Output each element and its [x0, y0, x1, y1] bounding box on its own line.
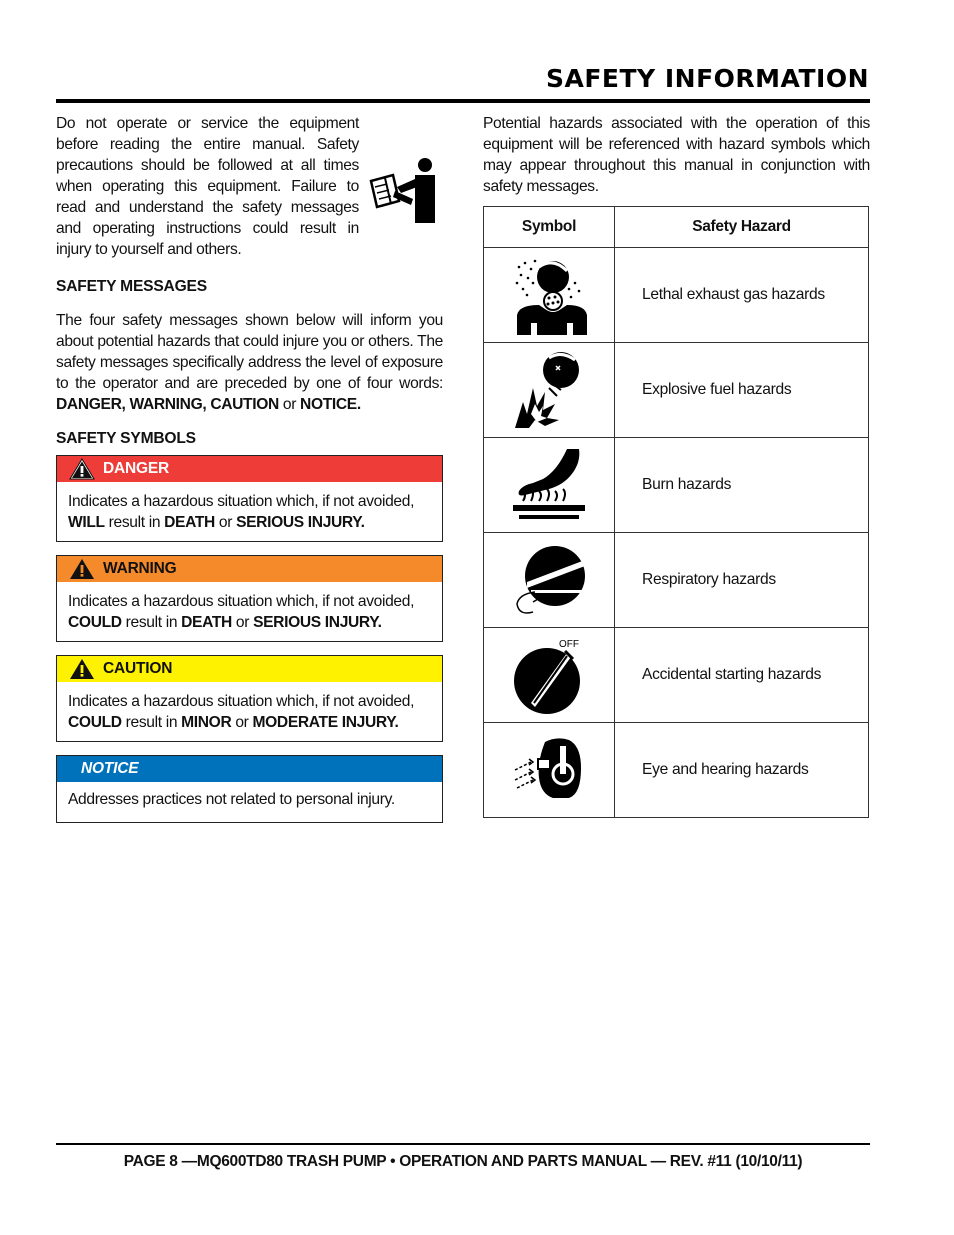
footer-divider [56, 1143, 870, 1145]
warning-word3: SERIOUS INJURY. [253, 614, 382, 631]
danger-mid2: or [214, 514, 237, 531]
hazards-intro-paragraph: Potential hazards associated with the operation of this equipment will be referenced with hazard symbols which may appear throughout this manual in conjunction with safety messages. [483, 115, 870, 195]
hazard-table [483, 206, 869, 818]
danger-text-pre: Indicates a hazardous situation which, if not avoided, [68, 493, 415, 510]
safety-messages-heading: SAFETY MESSAGES [56, 278, 207, 295]
danger-box [56, 455, 443, 542]
caution-word1: COULD [68, 714, 122, 731]
right-column [483, 113, 870, 818]
warning-box [56, 555, 443, 642]
intro-section [56, 113, 443, 260]
caution-mid2: or [231, 714, 253, 731]
symbol-cell [484, 438, 615, 533]
safety-words: DANGER, WARNING, CAUTION [56, 396, 279, 413]
col-hazard-header: Safety Hazard [615, 207, 869, 248]
hazard-label: Accidental starting hazards [615, 628, 869, 723]
safety-words-or: or [278, 396, 301, 413]
caution-text-pre: Indicates a hazardous situation which, if not avoided, [68, 693, 415, 710]
hazard-label: Respiratory hazards [615, 533, 869, 628]
hazard-table-header [484, 207, 869, 248]
notice-label: NOTICE [81, 760, 139, 777]
symbol-cell [484, 533, 615, 628]
danger-word3: SERIOUS INJURY. [236, 514, 365, 531]
safety-messages-paragraph [56, 310, 443, 415]
warning-text-pre: Indicates a hazardous situation which, if not avoided, [68, 593, 415, 610]
caution-word2: MINOR [181, 714, 232, 731]
notice-bar [57, 756, 442, 782]
alert-triangle-icon [69, 658, 95, 680]
caution-label: CAUTION [103, 660, 173, 677]
safety-word-notice: NOTICE. [300, 396, 361, 413]
danger-mid1: result in [104, 514, 165, 531]
alert-triangle-icon [69, 458, 95, 480]
hazard-label: Eye and hearing hazards [615, 723, 869, 818]
symbol-cell [484, 723, 615, 818]
warning-mid1: result in [121, 614, 182, 631]
table-row [484, 343, 869, 438]
table-row [484, 533, 869, 628]
page-footer: PAGE 8 —MQ600TD80 TRASH PUMP • OPERATION AND PARTS MANUAL — REV. #11 (10/10/11) [123, 1153, 803, 1170]
caution-box [56, 655, 443, 742]
table-row [484, 438, 869, 533]
warning-text [57, 582, 442, 641]
warning-word1: COULD [68, 614, 122, 631]
off-label: OFF [559, 639, 579, 650]
hazard-label: Lethal exhaust gas hazards [615, 248, 869, 343]
warning-mid2: or [231, 614, 254, 631]
danger-bar [57, 456, 442, 482]
caution-bar [57, 656, 442, 682]
explosion-icon [509, 348, 589, 432]
caution-text [57, 682, 442, 741]
left-column [56, 113, 443, 836]
eye-ear-protection-icon [509, 728, 589, 812]
caution-word3: MODERATE INJURY. [252, 714, 399, 731]
exhaust-gas-icon [509, 253, 589, 337]
danger-text [57, 482, 442, 541]
danger-label: DANGER [103, 460, 169, 477]
table-row [484, 628, 869, 723]
warning-label: WARNING [103, 560, 177, 577]
table-row [484, 248, 869, 343]
symbol-cell [484, 628, 615, 723]
warning-bar [57, 556, 442, 582]
caution-mid1: result in [121, 714, 182, 731]
warning-word2: DEATH [181, 614, 232, 631]
col-symbol-header: Symbol [484, 207, 615, 248]
intro-paragraph: Do not operate or service the equipment before reading the entire manual. Safety precautions should be followed at all times when operating this equipment. Failure to read and understand the safety messages and operating instructions could result in injury to yourself and others. [56, 115, 359, 258]
hazard-label: Burn hazards [615, 438, 869, 533]
off-switch-icon [509, 633, 589, 717]
safety-messages-text: The four safety messages shown below will inform you about potential hazards that could injure you or others. The safety messages specifically address the level of exposure to the operator and are preceded by one of four words: [56, 312, 443, 392]
respirator-icon [509, 538, 589, 622]
symbol-cell [484, 343, 615, 438]
hazard-label: Explosive fuel hazards [615, 343, 869, 438]
table-row [484, 723, 869, 818]
title-divider [56, 99, 870, 103]
notice-box [56, 755, 443, 823]
page-title: SAFETY INFORMATION [546, 64, 869, 93]
notice-text: Addresses practices not related to personal injury. [68, 791, 395, 808]
symbol-cell [484, 248, 615, 343]
safety-symbols-heading: SAFETY SYMBOLS [56, 430, 196, 447]
danger-word2: DEATH [164, 514, 215, 531]
burn-hand-icon [509, 443, 589, 527]
reading-manual-icon [367, 157, 443, 225]
alert-triangle-icon [69, 558, 95, 580]
danger-word1: WILL [68, 514, 105, 531]
